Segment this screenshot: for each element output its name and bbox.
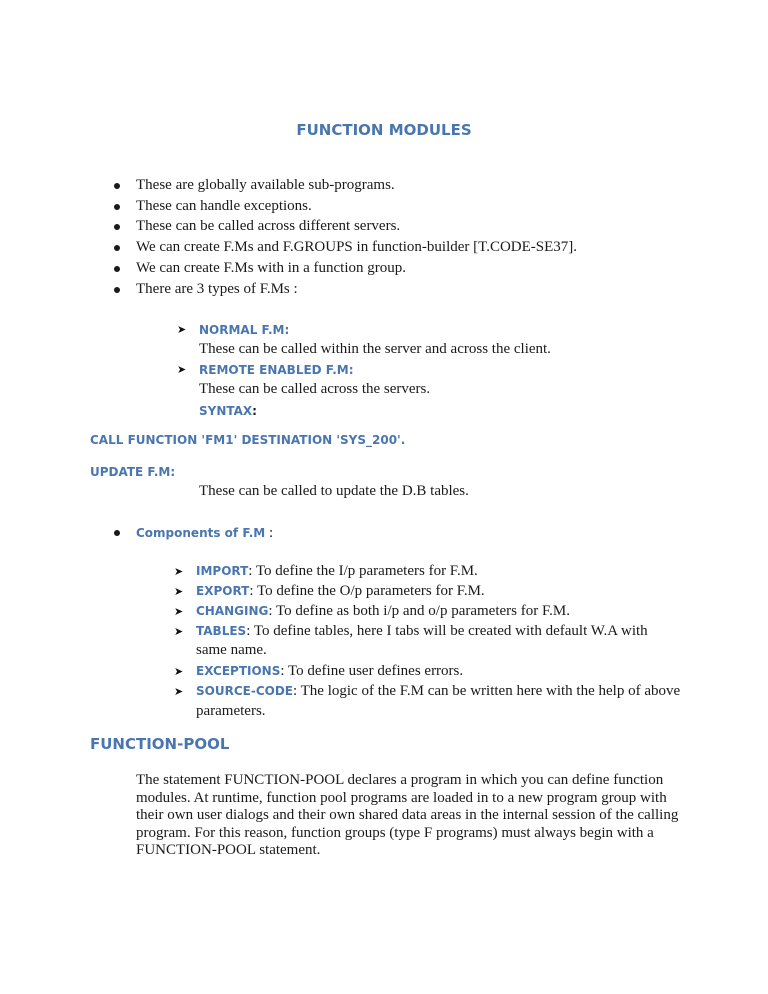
function-pool-heading: FUNCTION-POOL: [90, 735, 230, 753]
normal-fm-label: NORMAL F.M: [199, 323, 285, 337]
list-item: These are globally available sub-programs.: [136, 177, 395, 193]
arrow-bullet-icon: ➤: [174, 566, 184, 578]
arrow-bullet-icon: ➤: [177, 324, 187, 336]
remote-fm-description: These can be called across the servers.: [199, 381, 431, 397]
list-item: [196, 602, 570, 620]
components-colon: :: [265, 525, 274, 541]
list-item: We can create F.Ms and F.GROUPS in function-builder [T.CODE-SE37].: [136, 239, 578, 255]
update-fm-description: These can be called to update the D.B tables.: [199, 483, 469, 499]
component-key: SOURCE-CODE: [196, 684, 293, 698]
bullet-dot-icon: [114, 204, 120, 210]
list-item: [196, 562, 478, 580]
list-item: [196, 662, 463, 680]
syntax-colon: :: [252, 404, 257, 418]
bullet-dot-icon: [114, 245, 120, 251]
components-label: Components of F.M: [136, 526, 266, 540]
list-item: [196, 582, 485, 600]
arrow-bullet-icon: ➤: [174, 606, 184, 618]
component-text: : To define user defines errors.: [280, 663, 464, 679]
arrow-bullet-icon: ➤: [174, 586, 184, 598]
component-text: : To define tables, here I tabs will be created with default W.A with: [246, 623, 648, 639]
call-function-code: CALL FUNCTION 'FM1' DESTINATION 'SYS_200'.: [90, 433, 406, 447]
component-text: : To define the O/p parameters for F.M.: [249, 583, 485, 599]
bullet-dot-icon: [114, 287, 120, 293]
normal-fm-colon: :: [284, 323, 290, 337]
list-item: [196, 682, 680, 700]
arrow-bullet-icon: ➤: [177, 364, 187, 376]
page-title: FUNCTION MODULES: [296, 121, 472, 139]
bullet-dot-icon: [114, 224, 120, 230]
remote-fm-heading: [199, 361, 354, 379]
bullet-dot-icon: [114, 183, 120, 189]
list-item: These can handle exceptions.: [136, 198, 312, 214]
list-item: [196, 622, 648, 640]
arrow-bullet-icon: ➤: [174, 686, 184, 698]
component-text: : To define as both i/p and o/p parameters for F.M.: [268, 603, 570, 619]
list-item: There are 3 types of F.Ms :: [136, 281, 298, 297]
remote-fm-colon: :: [348, 363, 354, 377]
arrow-bullet-icon: ➤: [174, 666, 184, 678]
function-pool-paragraph: The statement FUNCTION-POOL declares a program in which you can define function modules. At runtime, function pool programs are loaded in to a new program group with their own user dialogs and their own shared data areas in the internal session of the calling program. For this reason, function groups (type F programs) must always begin with a FUNCTION-POOL statement.: [136, 772, 679, 858]
component-key: TABLES: [196, 624, 247, 638]
component-key: CHANGING: [196, 604, 269, 618]
component-key: IMPORT: [196, 564, 249, 578]
list-item: We can create F.Ms with in a function group.: [136, 260, 407, 276]
bullet-dot-icon: [114, 266, 120, 272]
normal-fm-description: These can be called within the server and across the client.: [199, 341, 551, 357]
normal-fm-heading: [199, 321, 289, 339]
arrow-bullet-icon: ➤: [174, 626, 184, 638]
syntax-heading: [199, 402, 257, 420]
syntax-label: SYNTAX: [199, 404, 253, 418]
remote-fm-label: REMOTE ENABLED F.M: [199, 363, 349, 377]
list-item: These can be called across different servers.: [136, 218, 401, 234]
component-text: : The logic of the F.M can be written here with the help of above: [292, 683, 681, 699]
component-text: : To define the I/p parameters for F.M.: [248, 563, 478, 579]
bullet-dot-icon: [114, 530, 120, 536]
components-heading: [136, 524, 273, 542]
component-text-continuation: same name.: [196, 642, 267, 658]
component-text-continuation: parameters.: [196, 703, 266, 719]
component-key: EXPORT: [196, 584, 250, 598]
update-fm-label: UPDATE F.M:: [90, 465, 176, 479]
component-key: EXCEPTIONS: [196, 664, 281, 678]
